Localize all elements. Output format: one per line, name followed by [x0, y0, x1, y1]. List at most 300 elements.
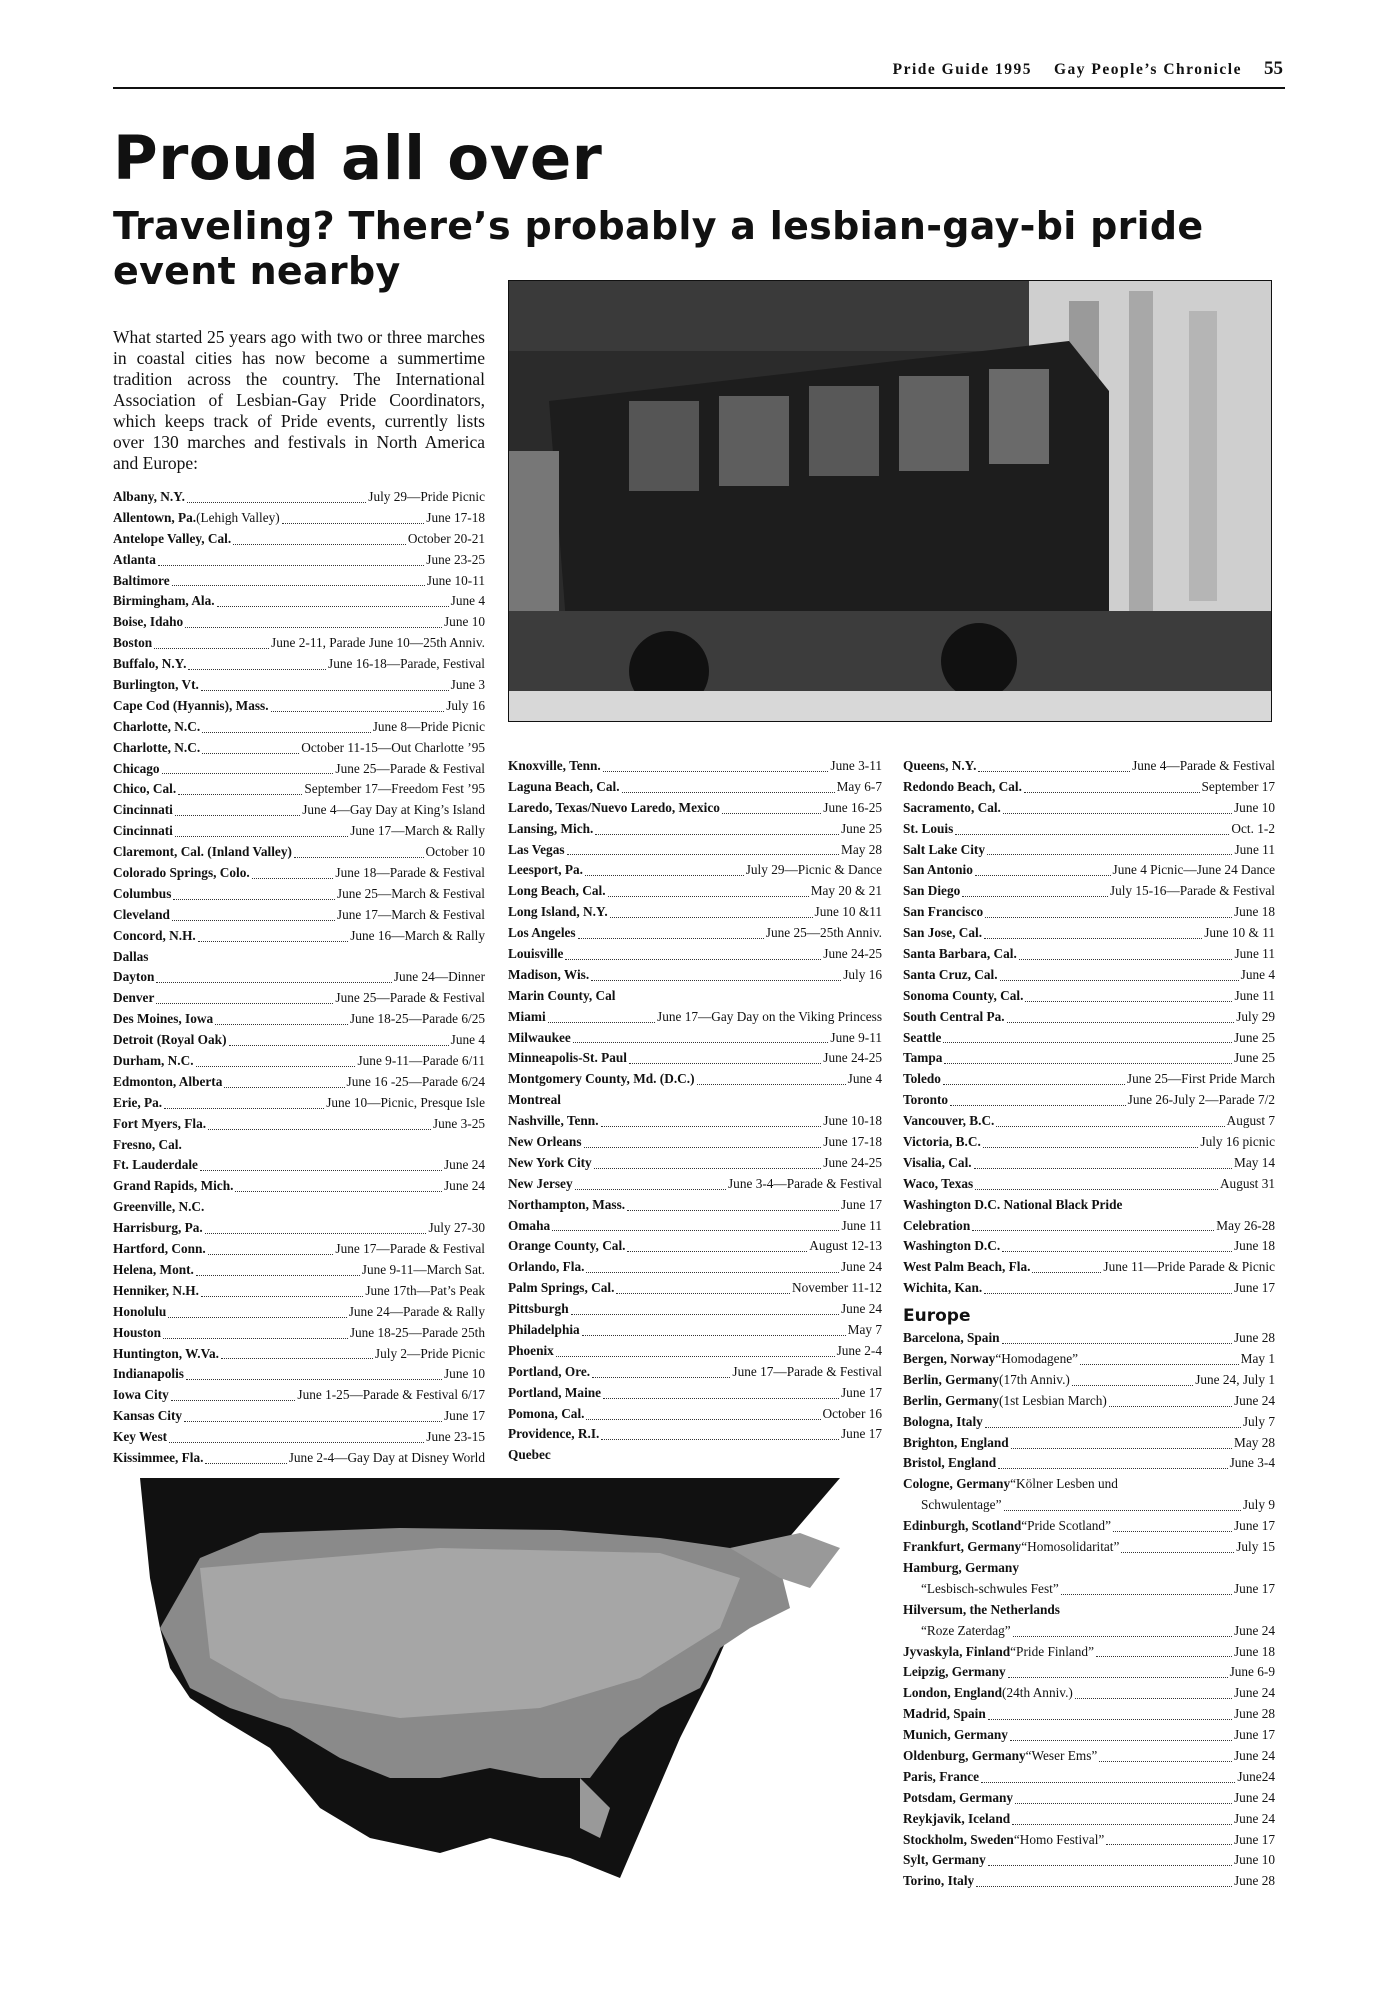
- event-row: [508, 1090, 882, 1111]
- event-date: June 3-25: [432, 1115, 485, 1131]
- event-row: [508, 1341, 882, 1362]
- event-city: New Orleans: [508, 1134, 582, 1150]
- event-city: San Jose, Cal.: [903, 925, 983, 941]
- leader-dots: [1002, 1343, 1232, 1344]
- leader-dots: [186, 1379, 442, 1380]
- event-city: Henniker, N.H.: [113, 1282, 199, 1298]
- event-row: [113, 1051, 485, 1072]
- event-row: [508, 798, 882, 819]
- leader-dots: [594, 1168, 822, 1169]
- event-date: June 25—25th Anniv.: [765, 925, 882, 941]
- event-city: Munich, Germany: [903, 1727, 1008, 1743]
- event-date: June 17: [1234, 1831, 1275, 1847]
- leader-dots: [156, 982, 391, 983]
- event-row: [903, 1028, 1275, 1049]
- leader-dots: [573, 1042, 829, 1043]
- event-date: June 4 Picnic—June 24 Dance: [1112, 862, 1275, 878]
- event-city: Laredo, Texas/Nuevo Laredo, Mexico: [508, 799, 720, 815]
- event-city: Cincinnati: [113, 802, 173, 818]
- event-city: Berlin, Germany: [903, 1371, 1000, 1387]
- event-row: [903, 1830, 1275, 1851]
- leader-dots: [955, 834, 1229, 835]
- event-city: Orange County, Cal.: [508, 1238, 626, 1254]
- event-city: Las Vegas: [508, 841, 565, 857]
- leader-dots: [616, 1293, 790, 1294]
- event-date: May 26-28: [1216, 1217, 1275, 1233]
- event-city: Washington D.C. National Black Pride: [903, 1196, 1123, 1212]
- leader-dots: [200, 1170, 442, 1171]
- event-city: Kissimmee, Fla.: [113, 1449, 204, 1465]
- event-city: Salt Lake City: [903, 841, 986, 857]
- event-city: Quebec: [508, 1447, 551, 1463]
- leader-dots: [185, 627, 442, 628]
- event-row: [113, 800, 485, 821]
- leader-dots: [950, 1105, 1126, 1106]
- event-date: June 28: [1234, 1873, 1275, 1889]
- event-date: May 7: [847, 1322, 882, 1338]
- event-city: Kansas City: [113, 1408, 183, 1424]
- event-date: June 17-18: [823, 1134, 882, 1150]
- event-row: [508, 777, 882, 798]
- event-date: June 16 -25—Parade 6/24: [346, 1073, 485, 1089]
- event-row: [903, 777, 1275, 798]
- leader-dots: [985, 1427, 1241, 1428]
- event-row: [508, 819, 882, 840]
- europe-list: [903, 1328, 1275, 1892]
- leader-dots: [987, 854, 1232, 855]
- event-date: May 14: [1234, 1154, 1275, 1170]
- leader-dots: [567, 854, 839, 855]
- event-row: [113, 738, 485, 759]
- event-row: [508, 1236, 882, 1257]
- event-row: [113, 842, 485, 863]
- leader-dots: [585, 875, 744, 876]
- event-city: Greenville, N.C.: [113, 1199, 205, 1215]
- leader-dots: [998, 1468, 1227, 1469]
- event-row: [113, 717, 485, 738]
- event-row: [508, 1278, 882, 1299]
- event-row: [113, 779, 485, 800]
- event-date: Oct. 1-2: [1231, 820, 1275, 836]
- event-date: June 10 &11: [814, 904, 882, 920]
- leader-dots: [202, 732, 371, 733]
- event-row: [903, 1153, 1275, 1174]
- events-column-2: [508, 756, 882, 1466]
- event-city: Laguna Beach, Cal.: [508, 778, 620, 794]
- event-date: June 4—Parade & Festival: [1132, 757, 1275, 773]
- event-row: [113, 1344, 485, 1365]
- event-date: June 17—March & Festival: [336, 906, 485, 922]
- event-city: Dayton: [113, 969, 155, 985]
- event-city: Toledo: [903, 1071, 941, 1087]
- event-city: Sylt, Germany: [903, 1852, 986, 1868]
- event-date: June 25: [841, 820, 882, 836]
- event-row: [113, 529, 485, 550]
- event-row: [508, 1132, 882, 1153]
- event-row: [508, 1195, 882, 1216]
- leader-dots: [294, 857, 424, 858]
- event-date: June 26-July 2—Parade 7/2: [1127, 1092, 1275, 1108]
- event-row: [508, 923, 882, 944]
- leader-dots: [171, 1400, 296, 1401]
- event-date: July 29: [1236, 1008, 1275, 1024]
- event-row: [113, 1364, 485, 1385]
- leader-dots: [1106, 1844, 1232, 1845]
- event-row: [903, 986, 1275, 1007]
- event-row: [903, 798, 1275, 819]
- event-date: September 17—Freedom Fest ’95: [304, 781, 485, 797]
- event-city: Knoxville, Tenn.: [508, 757, 601, 773]
- header-rule: [113, 87, 1285, 89]
- leader-dots: [603, 1398, 839, 1399]
- event-date: July 16 picnic: [1200, 1134, 1275, 1150]
- event-row: [903, 1007, 1275, 1028]
- leader-dots: [972, 1230, 1214, 1231]
- event-city: Barcelona, Spain: [903, 1330, 1000, 1346]
- event-date: June 16-18—Parade, Festival: [328, 656, 485, 672]
- event-date: June 24: [841, 1301, 882, 1317]
- leader-dots: [1072, 1385, 1193, 1386]
- event-row: [508, 1257, 882, 1278]
- event-row: [508, 1425, 882, 1446]
- event-row: [113, 675, 485, 696]
- event-note: “Homosolidaritat”: [1021, 1539, 1120, 1555]
- event-row: [903, 1725, 1275, 1746]
- us-map-illustration: [140, 1478, 880, 1888]
- north-america-list-continued: [903, 756, 1275, 1299]
- leader-dots: [1121, 1552, 1234, 1553]
- leader-dots: [221, 1358, 373, 1359]
- leader-dots: [629, 1063, 821, 1064]
- event-row: [113, 550, 485, 571]
- event-row: [903, 1662, 1275, 1683]
- event-row: [113, 1114, 485, 1135]
- event-date: June 11: [841, 1217, 882, 1233]
- event-row: [903, 1474, 1275, 1495]
- leader-dots: [603, 771, 829, 772]
- event-row: [113, 1406, 485, 1427]
- leader-dots: [943, 1084, 1125, 1085]
- event-row: [508, 1069, 882, 1090]
- event-city: Ft. Lauderdale: [113, 1157, 198, 1173]
- event-city: Reykjavik, Iceland: [903, 1810, 1011, 1826]
- event-date: June 11: [1234, 946, 1275, 961]
- event-row: [903, 1236, 1275, 1257]
- event-row: [903, 1278, 1275, 1299]
- event-date: June 11: [1234, 841, 1275, 857]
- leader-dots: [235, 1191, 442, 1192]
- leader-dots: [1024, 792, 1200, 793]
- event-date: June 11: [1234, 987, 1275, 1003]
- event-city: Hartford, Conn.: [113, 1241, 206, 1257]
- event-date: June 2-11, Parade June 10—25th Anniv.: [271, 635, 485, 651]
- event-date: June 6-9: [1229, 1664, 1275, 1680]
- leader-dots: [196, 1275, 360, 1276]
- leader-dots: [1013, 1636, 1232, 1637]
- leader-dots: [601, 1439, 839, 1440]
- event-date: November 11-12: [792, 1280, 882, 1296]
- event-date: May 6-7: [836, 778, 882, 794]
- leader-dots: [578, 938, 764, 939]
- leader-dots: [975, 1189, 1218, 1190]
- trolley-photo-illustration: [509, 281, 1271, 721]
- event-date: October 20-21: [407, 530, 485, 546]
- event-city: Bergen, Norway: [903, 1351, 996, 1367]
- event-city: Bologna, Italy: [903, 1413, 983, 1429]
- event-date: October 16: [822, 1405, 882, 1421]
- event-city: Phoenix: [508, 1342, 554, 1358]
- event-date: May 28: [1234, 1434, 1275, 1450]
- leader-dots: [595, 834, 839, 835]
- event-city: Charlotte, N.C.: [113, 718, 201, 734]
- event-city: Buffalo, N.Y.: [113, 656, 187, 672]
- event-date: June 16—March & Rally: [350, 927, 485, 943]
- events-column-1: [113, 487, 485, 1469]
- event-city: Albany, N.Y.: [113, 488, 185, 504]
- leader-dots: [608, 896, 809, 897]
- event-date: June 25—Parade & Festival: [335, 760, 485, 776]
- event-note: “Roze Zaterdag”: [921, 1622, 1011, 1638]
- event-city: Grand Rapids, Mich.: [113, 1178, 234, 1194]
- leader-dots: [548, 1022, 655, 1023]
- event-city: Erie, Pa.: [113, 1094, 163, 1110]
- headline: Proud all over: [113, 123, 603, 194]
- event-date: June 24-25: [823, 1050, 882, 1066]
- europe-heading: Europe: [903, 1306, 971, 1327]
- event-row: [113, 571, 485, 592]
- event-city: Fresno, Cal.: [113, 1136, 182, 1152]
- event-city: Boise, Idaho: [113, 614, 184, 630]
- event-city: Columbus: [113, 885, 172, 901]
- event-city: Long Island, N.Y.: [508, 904, 608, 920]
- event-row: [508, 881, 882, 902]
- event-city: Colorado Springs, Colo.: [113, 865, 250, 881]
- leader-dots: [173, 899, 335, 900]
- event-date: June 9-11—March Sat.: [361, 1261, 485, 1277]
- event-row: [903, 923, 1275, 944]
- event-date: August 31: [1219, 1175, 1275, 1191]
- event-city: Durham, N.C.: [113, 1053, 194, 1069]
- event-row: [903, 1850, 1275, 1871]
- leader-dots: [1019, 959, 1233, 960]
- event-city: Montgomery County, Md. (D.C.): [508, 1071, 695, 1087]
- event-row: [113, 988, 485, 1009]
- leader-dots: [1002, 1251, 1232, 1252]
- leader-dots: [175, 815, 300, 816]
- event-date: June 16-25: [823, 799, 882, 815]
- event-city: West Palm Beach, Fla.: [903, 1259, 1031, 1275]
- intro-paragraph: What started 25 years ago with two or three marches in coastal cities has now become a summertime tradition across the country. The International Association of Lesbian-Gay Pride Coordinators, which keeps track of Pride events, currently lists over 130 marches and festivals in North America and Europe:: [113, 327, 485, 473]
- leader-dots: [196, 1066, 356, 1067]
- event-date: June 17: [1234, 1280, 1275, 1296]
- event-date: June 28: [1234, 1330, 1275, 1346]
- event-date: July 15-16—Parade & Festival: [1109, 883, 1275, 899]
- event-note: “Kölner Lesben und: [1010, 1476, 1118, 1492]
- event-row: [903, 965, 1275, 986]
- event-date: June 24: [1234, 1789, 1275, 1805]
- leader-dots: [205, 1463, 286, 1464]
- event-date: June 18: [1234, 904, 1275, 920]
- leader-dots: [156, 1003, 333, 1004]
- event-date: June 17: [444, 1408, 485, 1424]
- event-city: Madrid, Spain: [903, 1706, 986, 1722]
- event-date: June 2-4: [836, 1342, 882, 1358]
- event-row: [903, 1558, 1275, 1579]
- event-row: [113, 487, 485, 508]
- event-date: July 16: [446, 697, 485, 713]
- event-city: Stockholm, Sweden: [903, 1831, 1014, 1847]
- event-date: June 4: [847, 1071, 882, 1087]
- event-row: [903, 1767, 1275, 1788]
- leader-dots: [584, 1147, 822, 1148]
- event-date: July 9: [1242, 1497, 1275, 1513]
- event-row: [508, 1111, 882, 1132]
- event-date: June 9-11—Parade 6/11: [357, 1053, 485, 1069]
- event-city: Burlington, Vt.: [113, 677, 199, 692]
- event-date: June 10: [1234, 1852, 1275, 1868]
- event-row: [508, 840, 882, 861]
- subhead: Traveling? There’s probably a lesbian-gay-bi pride event nearby: [113, 204, 1204, 293]
- event-row: [113, 633, 485, 654]
- event-row: [113, 884, 485, 905]
- event-city: Redondo Beach, Cal.: [903, 778, 1022, 794]
- event-date: June 17: [841, 1426, 882, 1442]
- event-city: Louisville: [508, 946, 564, 961]
- leader-dots: [1008, 1677, 1228, 1678]
- event-city: Helena, Mont.: [113, 1261, 194, 1277]
- leader-dots: [184, 1421, 442, 1422]
- event-city: Cologne, Germany: [903, 1476, 1011, 1492]
- event-city: Lansing, Mich.: [508, 820, 594, 836]
- event-city: Oldenburg, Germany: [903, 1747, 1026, 1763]
- leader-dots: [582, 1335, 846, 1336]
- leader-dots: [975, 875, 1111, 876]
- event-date: June 4—Gay Day at King’s Island: [302, 802, 485, 818]
- leader-dots: [627, 1210, 839, 1211]
- event-city: Leipzig, Germany: [903, 1664, 1006, 1680]
- event-city: Omaha: [508, 1217, 551, 1233]
- event-city: Toronto: [903, 1092, 949, 1108]
- event-date: June 25: [1234, 1050, 1275, 1066]
- event-row: [113, 612, 485, 633]
- event-note: “Pride Scotland”: [1021, 1518, 1111, 1534]
- leader-dots: [974, 1168, 1232, 1169]
- leader-dots: [1004, 1510, 1241, 1511]
- leader-dots: [229, 1045, 449, 1046]
- event-city: Brighton, England: [903, 1434, 1009, 1450]
- event-city: Houston: [113, 1324, 162, 1340]
- event-date: June 18—Parade & Festival: [335, 865, 485, 881]
- event-note: “Lesbisch-schwules Fest”: [921, 1580, 1059, 1596]
- event-date: June 8—Pride Picnic: [372, 718, 485, 734]
- leader-dots: [217, 606, 449, 607]
- event-date: June 24: [444, 1157, 485, 1173]
- event-note: (1st Lesbian March): [999, 1392, 1107, 1408]
- leader-dots: [282, 523, 425, 524]
- event-row: [903, 1391, 1275, 1412]
- event-row: [903, 1433, 1275, 1454]
- event-city: Indianapolis: [113, 1366, 184, 1382]
- event-date: June 25—Parade & Festival: [335, 990, 485, 1006]
- event-city: Frankfurt, Germany: [903, 1539, 1022, 1555]
- event-date: June 4: [1240, 966, 1275, 982]
- event-row: [113, 821, 485, 842]
- event-city: Northampton, Mass.: [508, 1196, 626, 1212]
- event-date: June 23-15: [426, 1429, 485, 1445]
- event-city: Celebration: [903, 1217, 971, 1233]
- event-row: [903, 1516, 1275, 1537]
- event-row: [508, 1048, 882, 1069]
- leader-dots: [201, 1296, 363, 1297]
- event-city: Atlanta: [113, 551, 156, 567]
- event-date: June 3-4: [1229, 1455, 1275, 1471]
- event-row: [903, 1704, 1275, 1725]
- leader-dots: [202, 753, 299, 754]
- event-city: Long Beach, Cal.: [508, 883, 606, 899]
- leader-dots: [571, 1314, 839, 1315]
- event-city: Santa Barbara, Cal.: [903, 946, 1017, 961]
- event-row: [903, 1600, 1275, 1621]
- leader-dots: [556, 1356, 835, 1357]
- leader-dots: [163, 1338, 348, 1339]
- leader-dots: [164, 1108, 324, 1109]
- event-row: [113, 759, 485, 780]
- event-date: June 17—Parade & Festival: [335, 1241, 485, 1257]
- event-city: Washington D.C.: [903, 1238, 1001, 1254]
- leader-dots: [985, 917, 1232, 918]
- event-city: San Diego: [903, 883, 961, 899]
- event-row: [903, 944, 1275, 965]
- event-row: [113, 863, 485, 884]
- leader-dots: [1025, 1001, 1232, 1002]
- event-row: [113, 1302, 485, 1323]
- event-row: [508, 1320, 882, 1341]
- event-city: Los Angeles: [508, 925, 576, 941]
- event-city: Pittsburgh: [508, 1301, 569, 1317]
- leader-dots: [154, 648, 269, 649]
- event-date: July 29—Picnic & Dance: [745, 862, 882, 878]
- event-date: June 17-18: [426, 509, 485, 525]
- event-row: [508, 902, 882, 923]
- leader-dots: [169, 1442, 424, 1443]
- event-date: June 10 & 11: [1204, 925, 1275, 941]
- leader-dots: [1099, 1761, 1232, 1762]
- event-city: Denver: [113, 990, 155, 1006]
- event-date: June 17: [1234, 1580, 1275, 1596]
- event-row: [903, 819, 1275, 840]
- event-row: [508, 1362, 882, 1383]
- event-note: (Lehigh Valley): [196, 509, 280, 525]
- event-city: Leesport, Pa.: [508, 862, 583, 878]
- leader-dots: [565, 959, 821, 960]
- event-city: Claremont, Cal. (Inland Valley): [113, 844, 292, 860]
- leader-dots: [592, 1377, 730, 1378]
- event-date: June 24: [841, 1259, 882, 1275]
- event-note: (17th Anniv.): [999, 1371, 1070, 1387]
- event-date: June 3-11: [830, 757, 882, 773]
- event-city: South Central Pa.: [903, 1008, 1005, 1024]
- leader-dots: [224, 1087, 344, 1088]
- leader-dots: [168, 1317, 347, 1318]
- event-row: [903, 1090, 1275, 1111]
- leader-dots: [1113, 1531, 1232, 1532]
- leader-dots: [586, 1419, 820, 1420]
- page-number: 55: [1264, 58, 1283, 79]
- event-date: June 23-25: [426, 551, 485, 567]
- event-city: Philadelphia: [508, 1322, 580, 1338]
- event-date: August 12-13: [809, 1238, 882, 1254]
- event-city: Hilversum, the Netherlands: [903, 1601, 1060, 1617]
